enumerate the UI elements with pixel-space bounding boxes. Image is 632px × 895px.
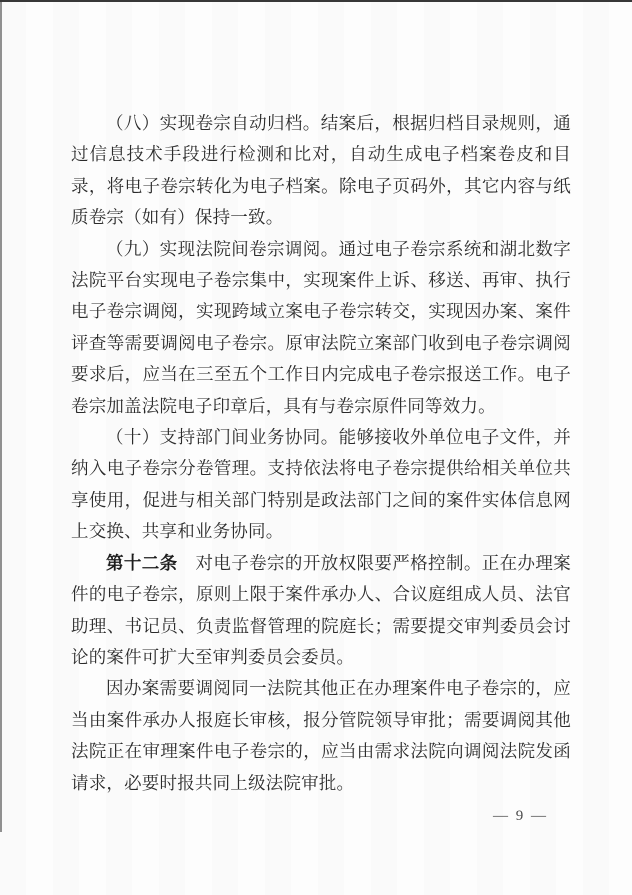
page-number: — 9 — <box>493 808 548 824</box>
paragraph-text: （八）实现卷宗自动归档。结案后，根据归档目录规则，通过信息技术手段进行检测和比对，自动生成电子档案卷皮和目录，将电子卷宗转化为电子档案。除电子页码外，其它内容与纸质卷宗（如有）保持一致。 <box>71 113 571 228</box>
paragraph-item-9 <box>71 234 571 422</box>
paragraph-article-12 <box>71 548 571 674</box>
paragraph-text: （九）实现法院间卷宗调阅。通过电子卷宗系统和湖北数字法院平台实现电子卷宗集中，实现案件上诉、移送、再审、执行电子卷宗调阅，实现跨域立案电子卷宗转交，实现因办案、案件评查等需要调阅电子卷宗。原审法院立案部门收到电子卷宗调阅要求后，应当在三至五个工作日内完成电子卷宗报送工作。电子卷宗加盖法院电子印章后，具有与卷宗原件同等效力。 <box>71 238 571 416</box>
paragraph-text: （十）支持部门间业务协同。能够接收外单位电子文件，并纳入电子卷宗分卷管理。支持依法将电子卷宗提供给相关单位共享使用，促进与相关部门特别是政法部门之间的案件实体信息网上交换、共享和业务协同。 <box>71 427 571 542</box>
paragraph-article-12-continued <box>71 673 571 799</box>
paragraph-item-10 <box>71 422 571 548</box>
paragraph-text: 对电子卷宗的开放权限要严格控制。正在办理案件的电子卷宗，原则上限于案件承办人、合议庭组成人员、法官助理、书记员、负责监督管理的院庭长；需要提交审判委员会讨论的案件可扩大至审判委员会委员。 <box>71 552 571 667</box>
paragraph-item-8 <box>71 108 571 234</box>
document-body <box>71 108 571 799</box>
scan-edge-top <box>0 0 632 2</box>
paragraph-text: 因办案需要调阅同一法院其他正在办理案件电子卷宗的，应当由案件承办人报庭长审核，报分管院领导审批；需要调阅其他法院正在审理案件电子卷宗的，应当由需求法院向调阅法院发函请求，必要时报共同上级法院审批。 <box>71 678 571 793</box>
scan-edge-left <box>0 0 2 832</box>
article-number-label: 第十二条 <box>106 552 178 573</box>
page-footer <box>493 806 548 826</box>
